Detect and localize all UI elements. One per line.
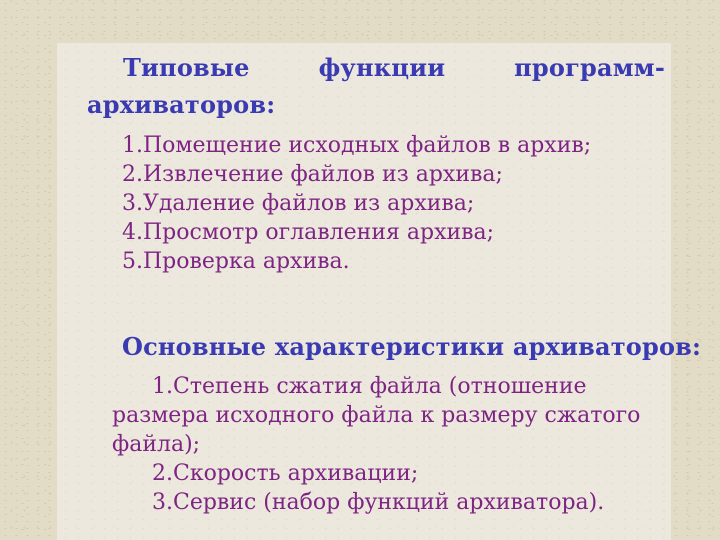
item-line: 1.Степень сжатия файла (отношение (152, 374, 587, 399)
functions-heading-line1 (87, 49, 665, 86)
list-item (112, 372, 665, 459)
list-item (112, 488, 665, 517)
heading-word: программ- (514, 53, 665, 82)
characteristics-heading: Основные характеристики архиваторов: (122, 332, 702, 361)
item-line: файла); (112, 432, 201, 457)
list-item: 5.Проверка архива. (122, 249, 350, 274)
functions-heading-line2: архиваторов: (87, 90, 276, 119)
functions-list (122, 131, 665, 276)
functions-heading (87, 49, 665, 123)
list-item (112, 459, 665, 488)
list-item: 1.Помещение исходных файлов в архив; (122, 133, 592, 158)
content-panel (57, 43, 702, 540)
item-line: размера исходного файла к размеру сжатого (112, 403, 641, 428)
characteristics-list (112, 372, 665, 517)
list-item: 3.Удаление файлов из архива; (122, 191, 475, 216)
item-line: 3.Сервис (набор функций архиватора). (152, 490, 605, 515)
heading-word: Типовые (123, 53, 250, 82)
heading-word: функции (318, 53, 446, 82)
item-line: 2.Скорость архивации; (152, 461, 419, 486)
list-item: 2.Извлечение файлов из архива; (122, 162, 503, 187)
list-item: 4.Просмотр оглавления архива; (122, 220, 495, 245)
